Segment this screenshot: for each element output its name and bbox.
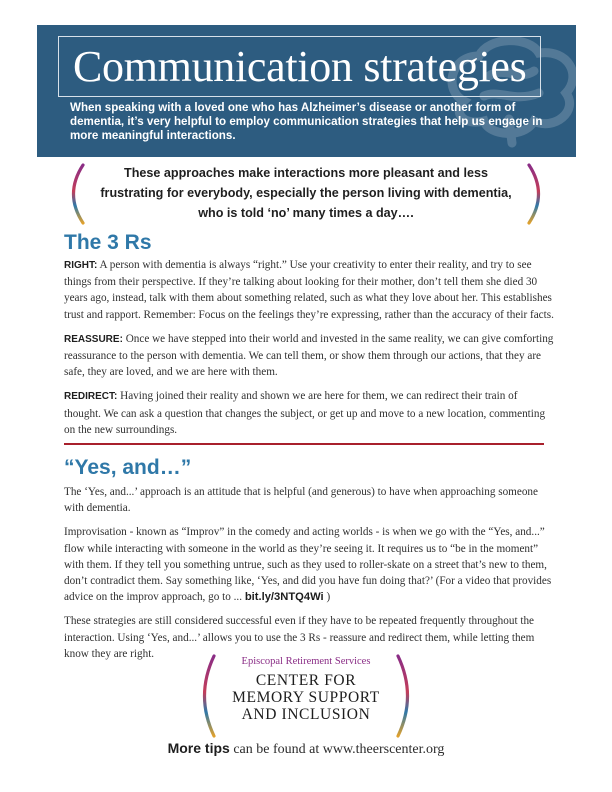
left-bracket-icon <box>68 163 88 225</box>
right-paragraph <box>64 257 556 323</box>
redirect-text: Having joined their reality and shown we are here for them, we can redirect their train of thought. We can ask a question that changes the subject, or get up and move to a new location, commenting on the new surroundings. <box>64 390 546 436</box>
logo-line-2: MEMORY SUPPORT <box>232 689 380 706</box>
yes-and-section <box>64 484 556 670</box>
right-text: A person with dementia is always “right.” Use your creativity to enter their reality, and try to see things from their perspective. If they’re talking about looking for their mother, don’t tell them she died 30 years ago, instead, talk with them about something related, such as what they love about her. This establishes trust and rapport. Remember: Focus on the feelings they’re expressing, rather than the accuracy of their facts. <box>64 259 554 321</box>
redirect-paragraph <box>64 388 556 438</box>
intro-text: When speaking with a loved one who has Alzheimer’s disease or another form of dementia, it’s very helpful to employ communication strategies that help us engage in more meaningful interactions. <box>70 101 543 142</box>
callout-box <box>68 163 544 225</box>
page-title: Communication strategies <box>73 42 527 91</box>
tips-label: More tips <box>167 740 230 756</box>
logo-right-bracket-icon <box>394 654 412 738</box>
yes-and-paragraph-2 <box>64 524 556 605</box>
three-rs-heading: The 3 Rs <box>64 231 152 254</box>
logo-line-1: CENTER FOR <box>255 672 357 689</box>
header-banner <box>37 25 576 157</box>
footer-tips <box>0 740 612 758</box>
reassure-paragraph <box>64 331 556 381</box>
improv-text-end: ) <box>323 591 331 604</box>
right-label: RIGHT: <box>64 260 98 271</box>
tips-text[interactable]: can be found at www.theerscenter.org <box>229 742 445 757</box>
section-divider <box>64 443 544 445</box>
right-bracket-icon <box>524 163 544 225</box>
logo-line-3: AND INCLUSION <box>241 706 371 723</box>
three-rs-section <box>64 257 556 446</box>
reassure-label: REASSURE: <box>64 333 123 345</box>
logo-center-name <box>200 672 412 723</box>
improv-text: Improvisation - known as “Improv” in the comedy and acting worlds - is when we go with the “Yes, and...” flow while interacting with someone in the world as they’re seeing it. It requires us to “be in the moment” with them. If they tell you something untrue, such as they used to roller-skate on a street that’s new to them, don’t contradict them. Say something like, ‘Yes, and did you have fun doing that?’ (For a video that provides advice on the improv approach, go to ... <box>64 526 552 604</box>
redirect-label: REDIRECT: <box>64 391 118 403</box>
callout-text: These approaches make interactions more pleasant and less frustrating for everybody, especially the person living with dementia, who is told ‘no’ many times a day…. <box>100 166 512 220</box>
yes-and-paragraph-3: These strategies are still considered successful even if they have to be repeated frequently throughout the interaction. Using ‘Yes, and...’ allows you to use the 3 Rs - reassure and redirect them, while letting them know they are right. <box>64 615 535 660</box>
title-frame <box>58 36 541 97</box>
reassure-text: Once we have stepped into their world and invested in the same reality, we can give comforting reassurance to the person with dementia. We can tell them, or show them through our actions, that they are safe, they are loved, and we are here with them. <box>64 332 554 379</box>
yes-and-heading: “Yes, and…” <box>64 456 192 479</box>
video-link[interactable]: bit.ly/3NTQ4Wi <box>244 591 324 604</box>
yes-and-paragraph-1: The ‘Yes, and...’ approach is an attitude that is helpful (and generous) to have when approaching someone with dementia. <box>64 486 538 515</box>
logo-org-name: Episcopal Retirement Services <box>241 656 371 667</box>
center-logo <box>200 650 412 742</box>
